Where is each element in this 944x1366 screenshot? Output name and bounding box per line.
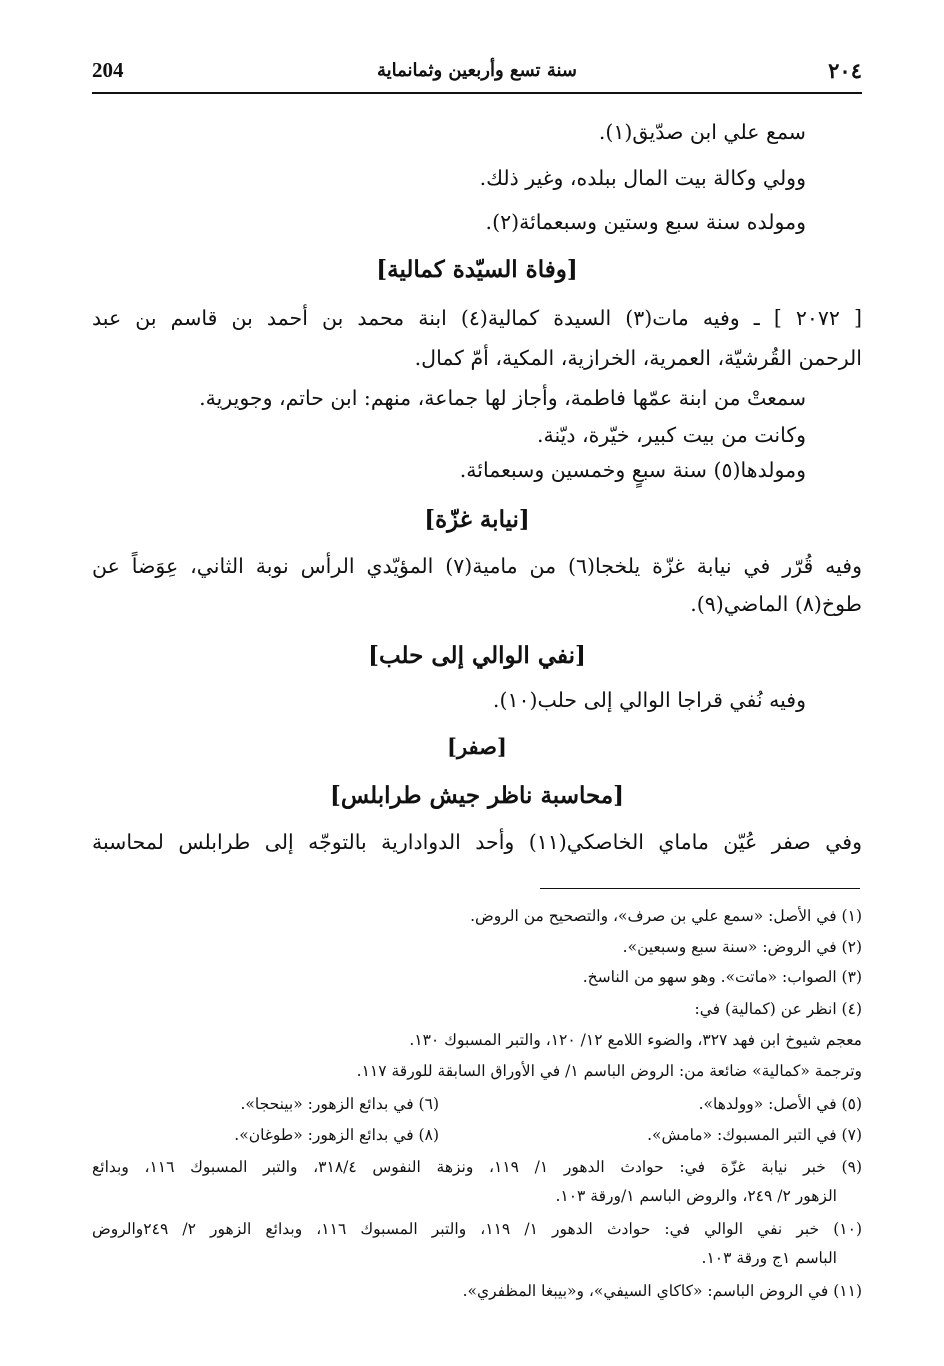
running-title: سنة تسع وأربعين وثمانماية — [377, 60, 577, 81]
footnote-continuation: وترجمة «كمالية» ضائعة من: الروض الباسم ١/ في الأوراق السابقة للورقة ١١٧. — [356, 1062, 862, 1080]
body-line: سمع علي ابن صدّيق(١). — [598, 120, 806, 144]
footnote: (١٠) خبر نفي الوالي في: حوادث الدهور ١/ ١١٩، والتبر المسبوك ١١٦، وبدائع الزهور ٢/ ٢٤٩والروض — [92, 1220, 863, 1238]
footnote: (١) في الأصل: «سمع علي بن صرف»، والتصحيح من الروض. — [470, 907, 862, 925]
header-rule — [92, 92, 862, 94]
body-line: وفيه نُفي قراجا الوالي إلى حلب(١٠). — [492, 688, 806, 712]
month-heading: [صفر] — [447, 734, 507, 759]
footnote: (٩) خبر نيابة غزّة في: حوادث الدهور ١/ ١١٩، ونزهة النفوس ٣١٨/٤، والتبر المسبوك ١١٦، وبدائع — [92, 1158, 862, 1176]
page-number-arabic: ٢٠٤ — [828, 58, 862, 83]
section-heading: [نفي الوالي إلى حلب] — [368, 642, 586, 669]
footnote-continuation: معجم شيوخ ابن فهد ٣٢٧، والضوء اللامع ١٢/ ١٢٠، والتبر المسبوك ١٣٠. — [409, 1031, 862, 1049]
body-line: وكانت من بيت كبير، خيّرة، ديّنة. — [536, 423, 806, 447]
section-heading: [وفاة السيّدة كمالية] — [376, 256, 578, 283]
footnote: (٥) في الأصل: «وولدها». — [698, 1095, 862, 1113]
footnote: (٨) في بدائع الزهور: «طوغان». — [234, 1126, 439, 1144]
footnote-rule — [540, 888, 860, 889]
page-number-latin: 204 — [92, 58, 124, 82]
footnote: (٧) في التبر المسبوك: «مامش». — [647, 1126, 862, 1144]
footnote: (٢) في الروض: «سنة سبع وسبعين». — [622, 938, 862, 956]
body-line: وفيه قُرّر في نيابة غزّة يلخجا(٦) من مامية(٧) المؤيّدي الرأس نوبة الثاني، عِوَضاً عن — [92, 554, 862, 578]
section-heading: [محاسبة ناظر جيش طرابلس] — [329, 782, 625, 809]
body-line: وفي صفر عُيّن ماماي الخاصكي(١١) وأحد الدوادارية بالتوجّه إلى طرابلس لمحاسبة — [92, 830, 862, 854]
footnote: (٦) في بدائع الزهور: «بينحجا». — [240, 1095, 439, 1113]
body-line: وولي وكالة بيت المال ببلده، وغير ذلك. — [479, 166, 806, 190]
footnote: (٤) انظر عن (كمالية) في: — [694, 1000, 862, 1018]
footnote: (١١) في الروض الباسم: «كاكاي السيفي»، و«بيبغا المظفري». — [462, 1282, 862, 1300]
body-line: ومولدها(٥) سنة سبعٍ وخمسين وسبعمائة. — [459, 458, 806, 482]
body-line: طوخ(٨) الماضي(٩). — [690, 592, 862, 616]
footnote-continuation: الزهور ٢/ ٢٤٩، والروض الباسم ١/ورقة ١٠٣. — [555, 1187, 837, 1205]
body-line: الرحمن القُرشيّة، العمرية، الخرازية، المكية، أمّ كمال. — [414, 346, 862, 370]
running-header — [92, 58, 862, 92]
body-line: سمعتْ من ابنة عمّها فاطمة، وأجاز لها جماعة، منهم: ابن حاتم، وجويرية. — [199, 386, 806, 410]
body-line: ومولده سنة سبع وستين وسبعمائة(٢). — [485, 210, 806, 234]
section-heading: [نيابة غزّة] — [424, 506, 530, 533]
entry-line: [ ٢٠٧٢ ] ـ وفيه مات(٣) السيدة كمالية(٤) ابنة محمد بن أحمد بن قاسم بن عبد — [92, 306, 862, 330]
footnote-continuation: الباسم ١ج ورقة ١٠٣. — [701, 1249, 837, 1267]
footnote: (٣) الصواب: «ماتت». وهو سهو من الناسخ. — [582, 968, 862, 986]
